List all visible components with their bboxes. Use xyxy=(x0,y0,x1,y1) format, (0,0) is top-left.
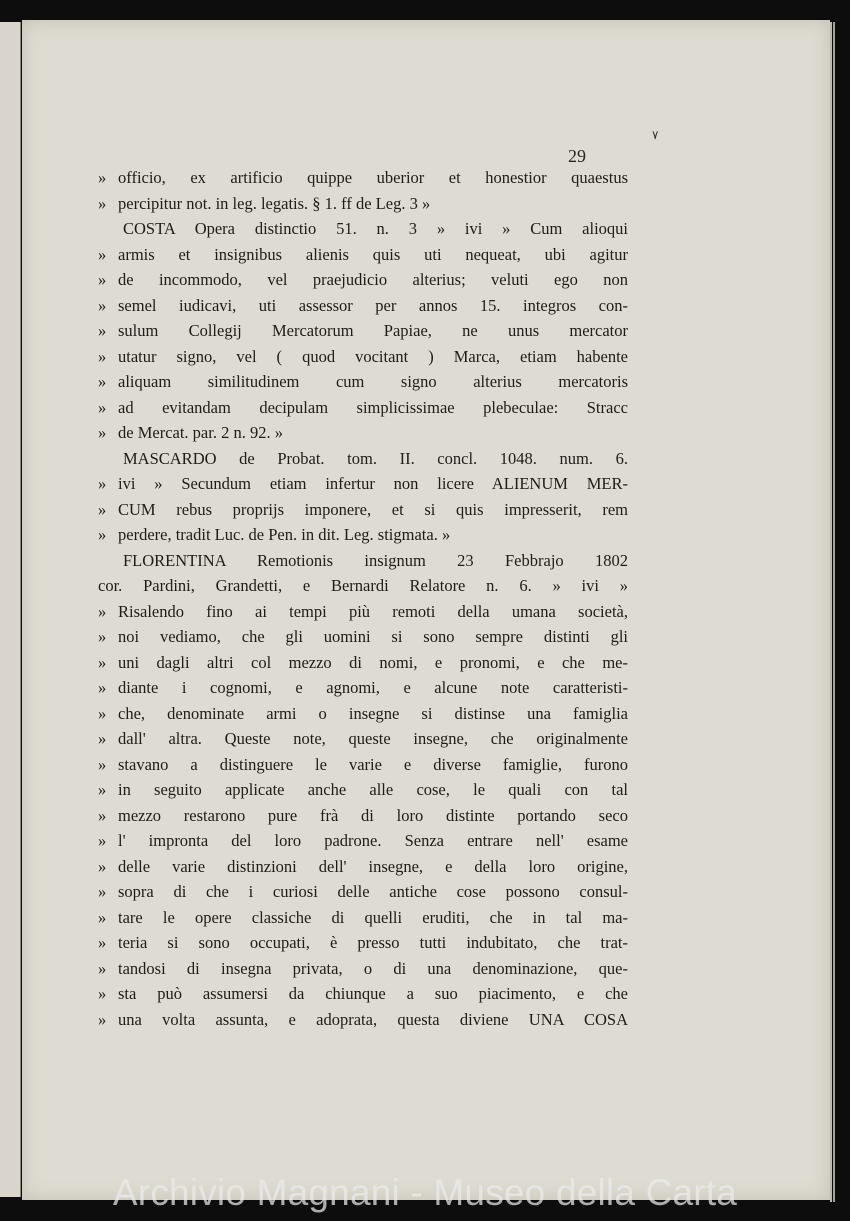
text-line xyxy=(98,446,628,472)
line-text: tare le opere classiche di quelli eruditi, che in tal ma- xyxy=(118,907,628,927)
line-text: semel iudicavi, uti assessor per annos 15. integros con- xyxy=(118,295,628,315)
quote-mark: » xyxy=(98,627,107,646)
corner-mark: ٧ xyxy=(652,128,659,142)
quote-mark: » xyxy=(98,703,107,723)
line-text: perdere, tradit Luc. de Pen. in dit. Leg. stigmata. » xyxy=(118,525,451,544)
line-text: cor. Pardini, Grandetti, e Bernardi Relatore n. 6. » ivi » xyxy=(98,576,628,595)
line-text: l' impronta del loro padrone. Senza entrare nell' esame xyxy=(118,831,628,850)
text-line xyxy=(98,752,628,778)
quote-mark: » xyxy=(98,984,107,1003)
line-text: FLORENTINA Remotionis insignum 23 Febbrajo 1802 xyxy=(123,550,628,570)
quote-mark: » xyxy=(98,754,107,774)
quote-mark: » xyxy=(98,780,107,799)
text-line xyxy=(98,242,628,268)
body-text xyxy=(98,165,628,1032)
text-line xyxy=(98,828,628,854)
quote-mark: » xyxy=(98,168,107,187)
quote-mark: » xyxy=(98,678,107,697)
line-text: stavano a distinguere le varie e diverse famiglie, furono xyxy=(118,754,628,774)
text-line xyxy=(98,522,628,548)
text-line xyxy=(98,191,628,217)
quote-mark: » xyxy=(98,933,107,952)
line-text: in seguito applicate anche alle cose, le quali con tal xyxy=(118,780,628,799)
text-line xyxy=(98,395,628,421)
quote-mark: » xyxy=(98,652,107,672)
quote-mark: » xyxy=(98,372,107,391)
line-text: noi vediamo, che gli uomini si sono sempre distinti gli xyxy=(118,627,628,646)
quote-mark: » xyxy=(98,321,107,340)
line-text: de incommodo, vel praejudicio alterius; veluti ego non xyxy=(118,270,628,289)
quote-mark: » xyxy=(98,423,107,442)
text-line xyxy=(98,216,628,242)
line-text: teria si sono occupati, è presso tutti indubitato, che trat- xyxy=(118,933,628,952)
line-text: aliquam similitudinem cum signo alterius mercatoris xyxy=(118,372,628,391)
text-line xyxy=(98,624,628,650)
quote-mark: » xyxy=(98,499,107,519)
previous-page-edge xyxy=(0,22,21,1197)
page-stack-edge xyxy=(830,22,832,1202)
line-text: sopra di che i curiosi delle antiche cose possono consul- xyxy=(118,882,628,901)
text-line xyxy=(98,701,628,727)
text-line xyxy=(98,854,628,880)
page-number: 29 xyxy=(568,146,586,166)
quote-mark: » xyxy=(98,831,107,850)
text-line xyxy=(98,344,628,370)
watermark: Archivio Magnani - Museo della Carta xyxy=(112,1172,738,1213)
text-line xyxy=(98,726,628,752)
quote-mark: » xyxy=(98,958,107,978)
text-line xyxy=(98,293,628,319)
text-line xyxy=(98,675,628,701)
quote-mark: » xyxy=(98,474,107,493)
quote-mark: » xyxy=(98,907,107,927)
line-text: una volta assunta, e adoprata, questa diviene UNA COSA xyxy=(118,1009,628,1029)
text-line xyxy=(98,471,628,497)
line-text: ivi » Secundum etiam infertur non licere ALIENUM MER- xyxy=(118,474,628,493)
line-text: tandosi di insegna privata, o di una denominazione, que- xyxy=(118,958,628,978)
text-line xyxy=(98,318,628,344)
line-text: che, denominate armi o insegne si distinse una famiglia xyxy=(118,703,628,723)
quote-mark: » xyxy=(98,270,107,289)
line-text: MASCARDO de Probat. tom. II. concl. 1048. num. 6. xyxy=(123,448,628,468)
page-stack-edge xyxy=(833,22,835,1202)
quote-mark: » xyxy=(98,882,107,901)
quote-mark: » xyxy=(98,729,107,748)
quote-mark: » xyxy=(98,525,107,544)
line-text: dall' altra. Queste note, queste insegne, che originalmente xyxy=(118,729,628,748)
text-line xyxy=(98,803,628,829)
quote-mark: » xyxy=(98,295,107,315)
text-line xyxy=(98,599,628,625)
quote-mark: » xyxy=(98,244,107,264)
line-text: CUM rebus proprijs imponere, et si quis impresserit, rem xyxy=(118,499,628,519)
quote-mark: » xyxy=(98,805,107,825)
text-line xyxy=(98,879,628,905)
text-line xyxy=(98,777,628,803)
text-line xyxy=(98,650,628,676)
quote-mark: » xyxy=(98,346,107,366)
quote-mark: » xyxy=(98,601,107,621)
line-text: uni dagli altri col mezzo di nomi, e pronomi, e che me- xyxy=(118,652,628,672)
text-line xyxy=(98,165,628,191)
text-line xyxy=(98,1007,628,1033)
text-line xyxy=(98,573,628,599)
text-line xyxy=(98,420,628,446)
line-text: sulum Collegij Mercatorum Papiae, ne unus mercator xyxy=(118,321,628,340)
quote-mark: » xyxy=(98,193,107,213)
line-text: officio, ex artificio quippe uberior et honestior quaestus xyxy=(118,168,628,187)
line-text: ad evitandam decipulam simplicissimae plebeculae: Stracc xyxy=(118,397,628,417)
line-text: Risalendo fino ai tempi più remoti della umana società, xyxy=(118,601,628,621)
text-line xyxy=(98,369,628,395)
text-line xyxy=(98,548,628,574)
text-line xyxy=(98,981,628,1007)
text-line xyxy=(98,930,628,956)
line-text: diante i cognomi, e agnomi, e alcune note caratteristi- xyxy=(118,678,628,697)
line-text: utatur signo, vel ( quod vocitant ) Marca, etiam habente xyxy=(118,346,628,366)
quote-mark: » xyxy=(98,856,107,876)
text-line xyxy=(98,905,628,931)
line-text: percipitur not. in leg. legatis. § 1. ff de Leg. 3 » xyxy=(118,193,431,213)
text-line xyxy=(98,497,628,523)
line-text: armis et insignibus alienis quis uti nequeat, ubi agitur xyxy=(118,244,628,264)
quote-mark: » xyxy=(98,397,107,417)
text-line xyxy=(98,267,628,293)
text-line xyxy=(98,956,628,982)
line-text: COSTA Opera distinctio 51. n. 3 » ivi » Cum alioqui xyxy=(123,219,628,238)
line-text: de Mercat. par. 2 n. 92. » xyxy=(118,423,283,442)
line-text: sta può assumersi da chiunque a suo piacimento, e che xyxy=(118,984,628,1003)
line-text: delle varie distinzioni dell' insegne, e della loro origine, xyxy=(118,856,628,876)
line-text: mezzo restarono pure frà di loro distinte portando seco xyxy=(118,805,628,825)
quote-mark: » xyxy=(98,1009,107,1029)
